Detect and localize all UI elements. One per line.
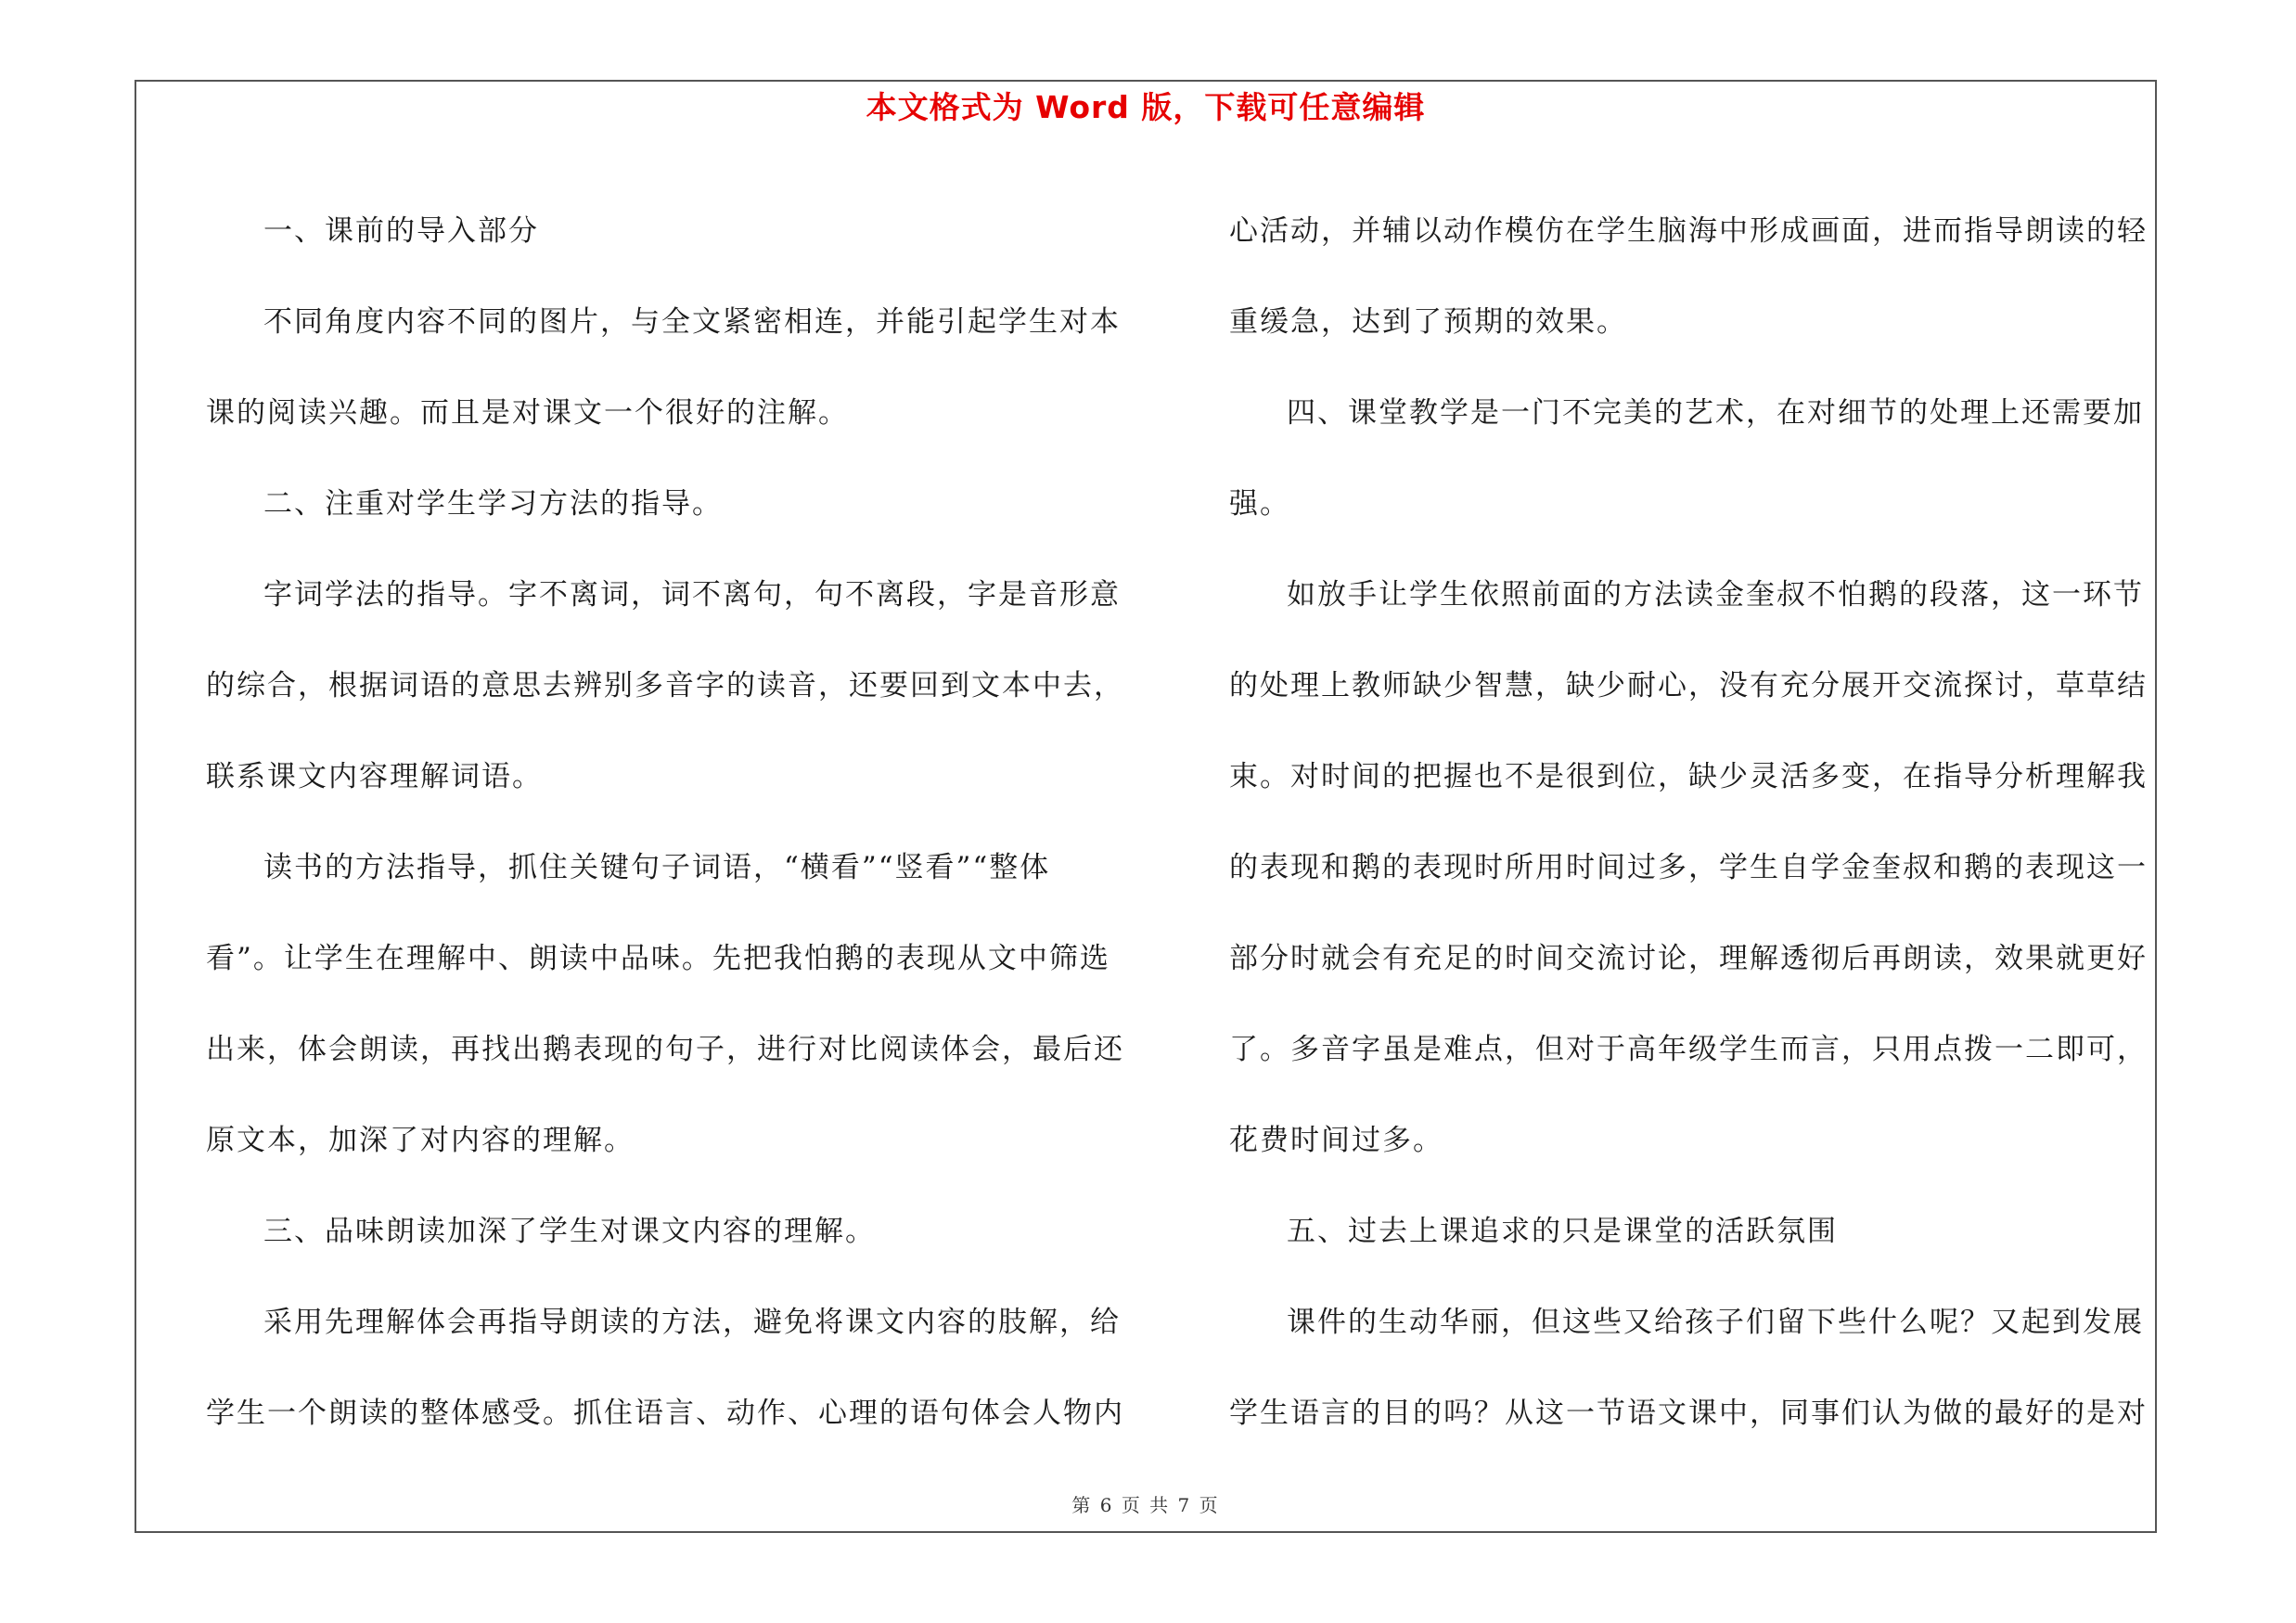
text-line: 的综合，根据词语的意思去辨别多音字的读音，还要回到文本中去， (206, 669, 1124, 702)
text-line: 看”。让学生在理解中、朗读中品味。先把我怕鹅的表现从文中筛选 (206, 942, 1110, 975)
text-line: 二、注重对学生学习方法的指导。 (263, 487, 723, 521)
text-line: 强。 (1229, 487, 1290, 521)
text-line: 联系课文内容理解词语。 (206, 760, 543, 793)
text-line: 如放手让学生依照前面的方法读金奎叔不怕鹅的段落，这一环节 (1287, 578, 2144, 612)
text-line: 的表现和鹅的表现时所用时间过多，学生自学金奎叔和鹅的表现这一 (1229, 851, 2148, 884)
text-line: 了。多音字虽是难点，但对于高年级学生而言，只用点拨一二即可， (1229, 1033, 2148, 1066)
text-line: 重缓急，达到了预期的效果。 (1229, 305, 1627, 339)
text-line: 束。对时间的把握也不是很到位，缺少灵活多变，在指导分析理解我 (1229, 760, 2148, 793)
text-line: 的处理上教师缺少智慧，缺少耐心，没有充分展开交流探讨，草草结 (1229, 669, 2148, 702)
text-line: 读书的方法指导，抓住关键句子词语，“横看”“竖看”“整体 (263, 851, 1051, 884)
text-line: 学生语言的目的吗？从这一节语文课中，同事们认为做的最好的是对 (1229, 1397, 2148, 1430)
text-line: 原文本，加深了对内容的理解。 (206, 1124, 635, 1157)
text-line: 四、课堂教学是一门不完美的艺术，在对细节的处理上还需要加 (1287, 396, 2144, 430)
right-text-column (1229, 186, 2157, 1459)
format-banner: 本文格式为 Word 版，下载可任意编辑 (866, 89, 1426, 125)
text-line: 一、课前的导入部分 (263, 214, 539, 248)
left-text-column (206, 186, 1143, 1459)
page-number: 第 6 页 共 7 页 (1071, 1494, 1220, 1516)
text-line: 部分时就会有充足的时间交流讨论，理解透彻后再朗读，效果就更好 (1229, 942, 2148, 975)
text-line: 采用先理解体会再指导朗读的方法，避免将课文内容的肢解，给 (263, 1306, 1121, 1339)
text-line: 心活动，并辅以动作模仿在学生脑海中形成画面，进而指导朗读的轻 (1229, 214, 2148, 248)
text-line: 三、品味朗读加深了学生对课文内容的理解。 (263, 1215, 876, 1248)
text-line: 五、过去上课追求的只是课堂的活跃氛围 (1287, 1215, 1838, 1248)
text-line: 课的阅读兴趣。而且是对课文一个很好的注解。 (206, 396, 849, 430)
text-line: 花费时间过多。 (1229, 1124, 1443, 1157)
text-line: 学生一个朗读的整体感受。抓住语言、动作、心理的语句体会人物内 (206, 1397, 1124, 1430)
text-line: 不同角度内容不同的图片，与全文紧密相连，并能引起学生对本 (263, 305, 1121, 339)
text-line: 出来，体会朗读，再找出鹅表现的句子，进行对比阅读体会，最后还 (206, 1033, 1124, 1066)
text-line: 字词学法的指导。字不离词，词不离句，句不离段，字是音形意 (263, 578, 1121, 612)
text-line: 课件的生动华丽，但这些又给孩子们留下些什么呢？又起到发展 (1287, 1306, 2144, 1339)
